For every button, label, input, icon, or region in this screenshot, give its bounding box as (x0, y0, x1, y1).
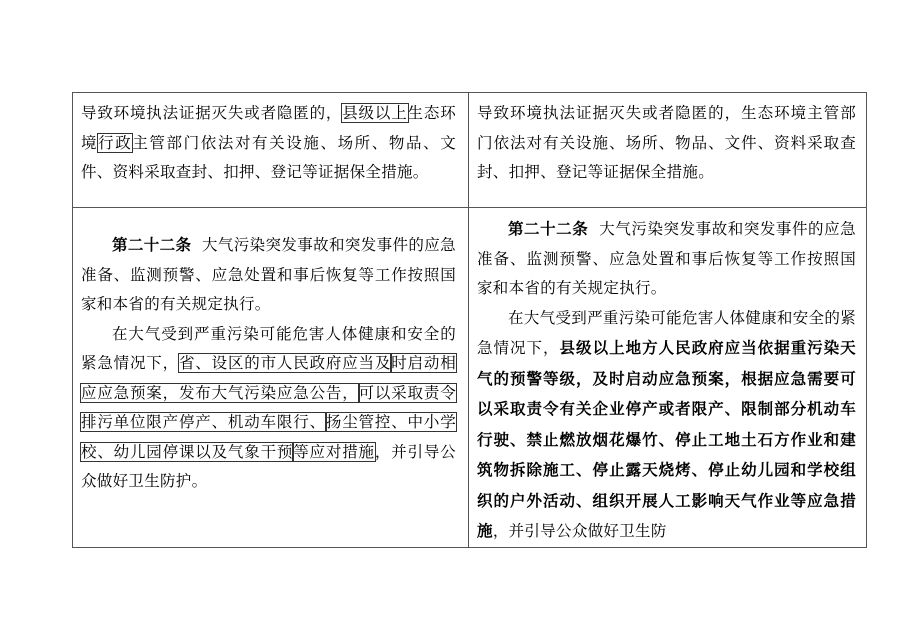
article-number: 第二十二条 (508, 219, 589, 238)
text-segment: 在大气受到严重污染可能危害人体健康和安全的紧急情况下， (477, 308, 856, 357)
revised-text-box: 扬尘管控、中小学校、幼儿园停课以及气象干预 (81, 413, 456, 461)
revised-text-box: 时启动相应应急预案，发布大气污染应急公告， (81, 354, 456, 402)
table-row (73, 208, 867, 548)
old-text-cell (73, 208, 469, 548)
spacer (81, 214, 456, 230)
revised-text-box: 可以采取责令排污单位限产停产、机动车限行、 (81, 383, 456, 431)
paragraph (477, 214, 856, 304)
text-segment: ，并引导公众做好卫生防护。 (81, 442, 456, 490)
comparison-table (72, 92, 867, 548)
text-segment: 大气污染突发事故和突发事件的应急准备、监测预警、应急处置和事后恢复等工作按照国家和本省的有关规定执行。 (81, 236, 456, 313)
paragraph (477, 304, 856, 547)
new-text-cell (469, 93, 867, 208)
text-segment: 在大气受到严重污染可能危害人体健康和安全的紧急情况下， (81, 324, 456, 372)
article-number: 第二十二条 (112, 235, 192, 254)
new-text-cell (469, 208, 867, 548)
revised-text-bold: 县级以上地方人民政府应当依据重污染天气的预警等级，及时启动应急预案，根据应急需要可以采取责令有关企业停产或者限产、限制部分机动车行驶、禁止燃放烟花爆竹、停止工地土石方作业和建筑物拆除施工、停止露天烧烤、停止幼儿园和学校组织的户外活动、组织开展人工影响天气作业等应急措施 (477, 338, 856, 540)
paragraph: 导致环境执法证据灭失或者隐匿的，生态环境主管部门依法对有关设施、场所、物品、文件、资料采取查封、扣押、登记等证据保全措施。 (477, 104, 856, 181)
paragraph (81, 99, 456, 188)
paragraph (81, 320, 456, 497)
text-segment: 生态环境 (81, 104, 456, 152)
revised-text-box: 等应对措施 (293, 442, 375, 461)
text-segment: 大气污染突发事故和突发事件的应急准备、监测预警、应急处置和事后恢复等工作按照国家和本省的有关规定执行。 (477, 220, 856, 297)
revised-text-box: 县级以上 (342, 104, 408, 122)
table-row (73, 93, 867, 208)
text-segment: ，并引导公众做好卫生防 (492, 522, 667, 540)
text-segment: 主管部门依法对有关设施、场所、物品、文件、资料采取查封、扣押、登记等证据保全措施。 (81, 133, 456, 181)
text-segment: 导致环境执法证据灭失或者隐匿的， (81, 104, 343, 122)
revised-text-box: 行政 (98, 133, 133, 152)
revised-text-box: 省、设区的市人民政府应当及 (178, 354, 392, 372)
old-text-cell (73, 93, 469, 208)
paragraph (81, 230, 456, 320)
